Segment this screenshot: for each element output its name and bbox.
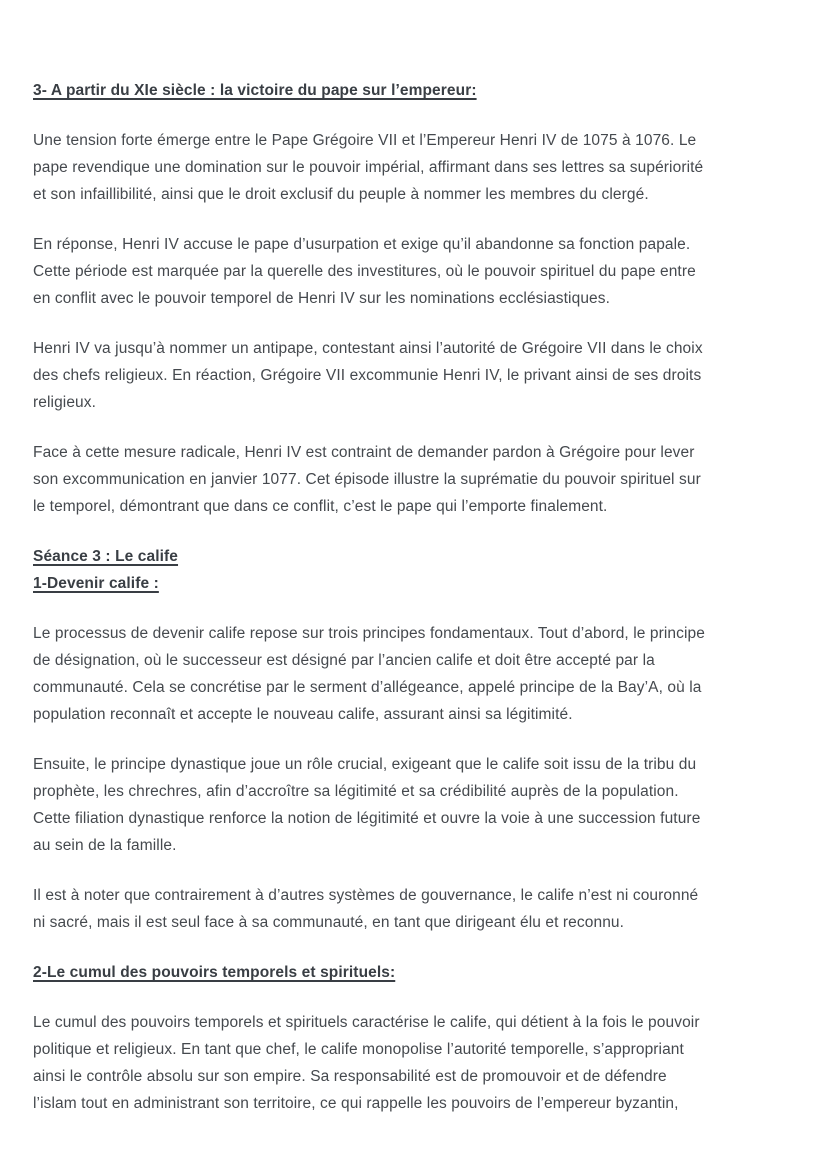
heading-line: 2-Le cumul des pouvoirs temporels et spirituels: xyxy=(33,964,396,981)
text-line: Le processus de devenir calife repose sur trois principes fondamentaux. Tout d’abord, le principe xyxy=(33,625,705,642)
text-line: Ensuite, le principe dynastique joue un rôle crucial, exigeant que le calife soit issu de la tribu du xyxy=(33,756,697,773)
text-line: Le cumul des pouvoirs temporels et spirituels caractérise le calife, qui détient à la fois le pouvoir xyxy=(33,1014,700,1031)
text-line: Une tension forte émerge entre le Pape Grégoire VII et l’Empereur Henri IV de 1075 à 1076. Le xyxy=(33,132,697,149)
text-line: et son infaillibilité, ainsi que le droit exclusif du peuple à nommer les membres du clergé. xyxy=(33,186,649,203)
text-line: de désignation, où le successeur est désigné par l’ancien calife et doit être accepté par la xyxy=(33,652,655,669)
section-paragraph xyxy=(33,882,800,936)
text-line: au sein de la famille. xyxy=(33,837,177,854)
text-line: prophète, les chrechres, afin d’accroître sa légitimité et sa crédibilité auprès de la population. xyxy=(33,783,679,800)
text-line: Il est à noter que contrairement à d’autres systèmes de gouvernance, le calife n’est ni couronné xyxy=(33,887,699,904)
text-line: Cette période est marquée par la querelle des investitures, où le pouvoir spirituel du pape entre xyxy=(33,263,696,280)
text-line: ainsi le contrôle absolu sur son empire. Sa responsabilité est de promouvoir et de défendre xyxy=(33,1068,667,1085)
text-line: religieux. xyxy=(33,394,97,411)
section-paragraph xyxy=(33,127,800,208)
text-line: pape revendique une domination sur le pouvoir impérial, affirmant dans ses lettres sa supériorité xyxy=(33,159,704,176)
section-paragraph xyxy=(33,335,800,416)
section-paragraph xyxy=(33,620,800,728)
section-heading xyxy=(33,77,800,104)
text-line: des chefs religieux. En réaction, Grégoire VII excommunie Henri IV, le privant ainsi de ses droits xyxy=(33,367,702,384)
section-heading xyxy=(33,543,800,597)
section-paragraph xyxy=(33,231,800,312)
text-line: Cette filiation dynastique renforce la notion de légitimité et ouvre la voie à une succession future xyxy=(33,810,701,827)
text-line: ni sacré, mais il est seul face à sa communauté, en tant que dirigeant élu et reconnu. xyxy=(33,914,625,931)
text-line: politique et religieux. En tant que chef, le calife monopolise l’autorité temporelle, s’appropriant xyxy=(33,1041,684,1058)
heading-line: 1-Devenir calife : xyxy=(33,575,159,592)
text-line: communauté. Cela se concrétise par le serment d’allégeance, appelé principe de la Bay’A, où la xyxy=(33,679,702,696)
text-line: son excommunication en janvier 1077. Cet épisode illustre la suprématie du pouvoir spirituel sur xyxy=(33,471,701,488)
section-paragraph xyxy=(33,439,800,520)
heading-line: Séance 3 : Le calife xyxy=(33,548,179,565)
text-line: l’islam tout en administrant son territoire, ce qui rappelle les pouvoirs de l’empereur byzantin, xyxy=(33,1095,679,1112)
section-paragraph xyxy=(33,1009,800,1117)
text-line: en conflit avec le pouvoir temporel de Henri IV sur les nominations ecclésiastiques. xyxy=(33,290,611,307)
text-line: population reconnaît et accepte le nouveau calife, assurant ainsi sa légitimité. xyxy=(33,706,573,723)
text-line: En réponse, Henri IV accuse le pape d’usurpation et exige qu’il abandonne sa fonction papale. xyxy=(33,236,691,253)
heading-line: 3- A partir du XIe siècle : la victoire du pape sur l’empereur: xyxy=(33,82,477,99)
section-heading xyxy=(33,959,800,986)
text-line: Face à cette mesure radicale, Henri IV est contraint de demander pardon à Grégoire pour lever xyxy=(33,444,695,461)
text-line: Henri IV va jusqu’à nommer un antipape, contestant ainsi l’autorité de Grégoire VII dans le choix xyxy=(33,340,703,357)
text-line: le temporel, démontrant que dans ce conflit, c’est le pape qui l’emporte finalement. xyxy=(33,498,608,515)
section-paragraph xyxy=(33,751,800,859)
